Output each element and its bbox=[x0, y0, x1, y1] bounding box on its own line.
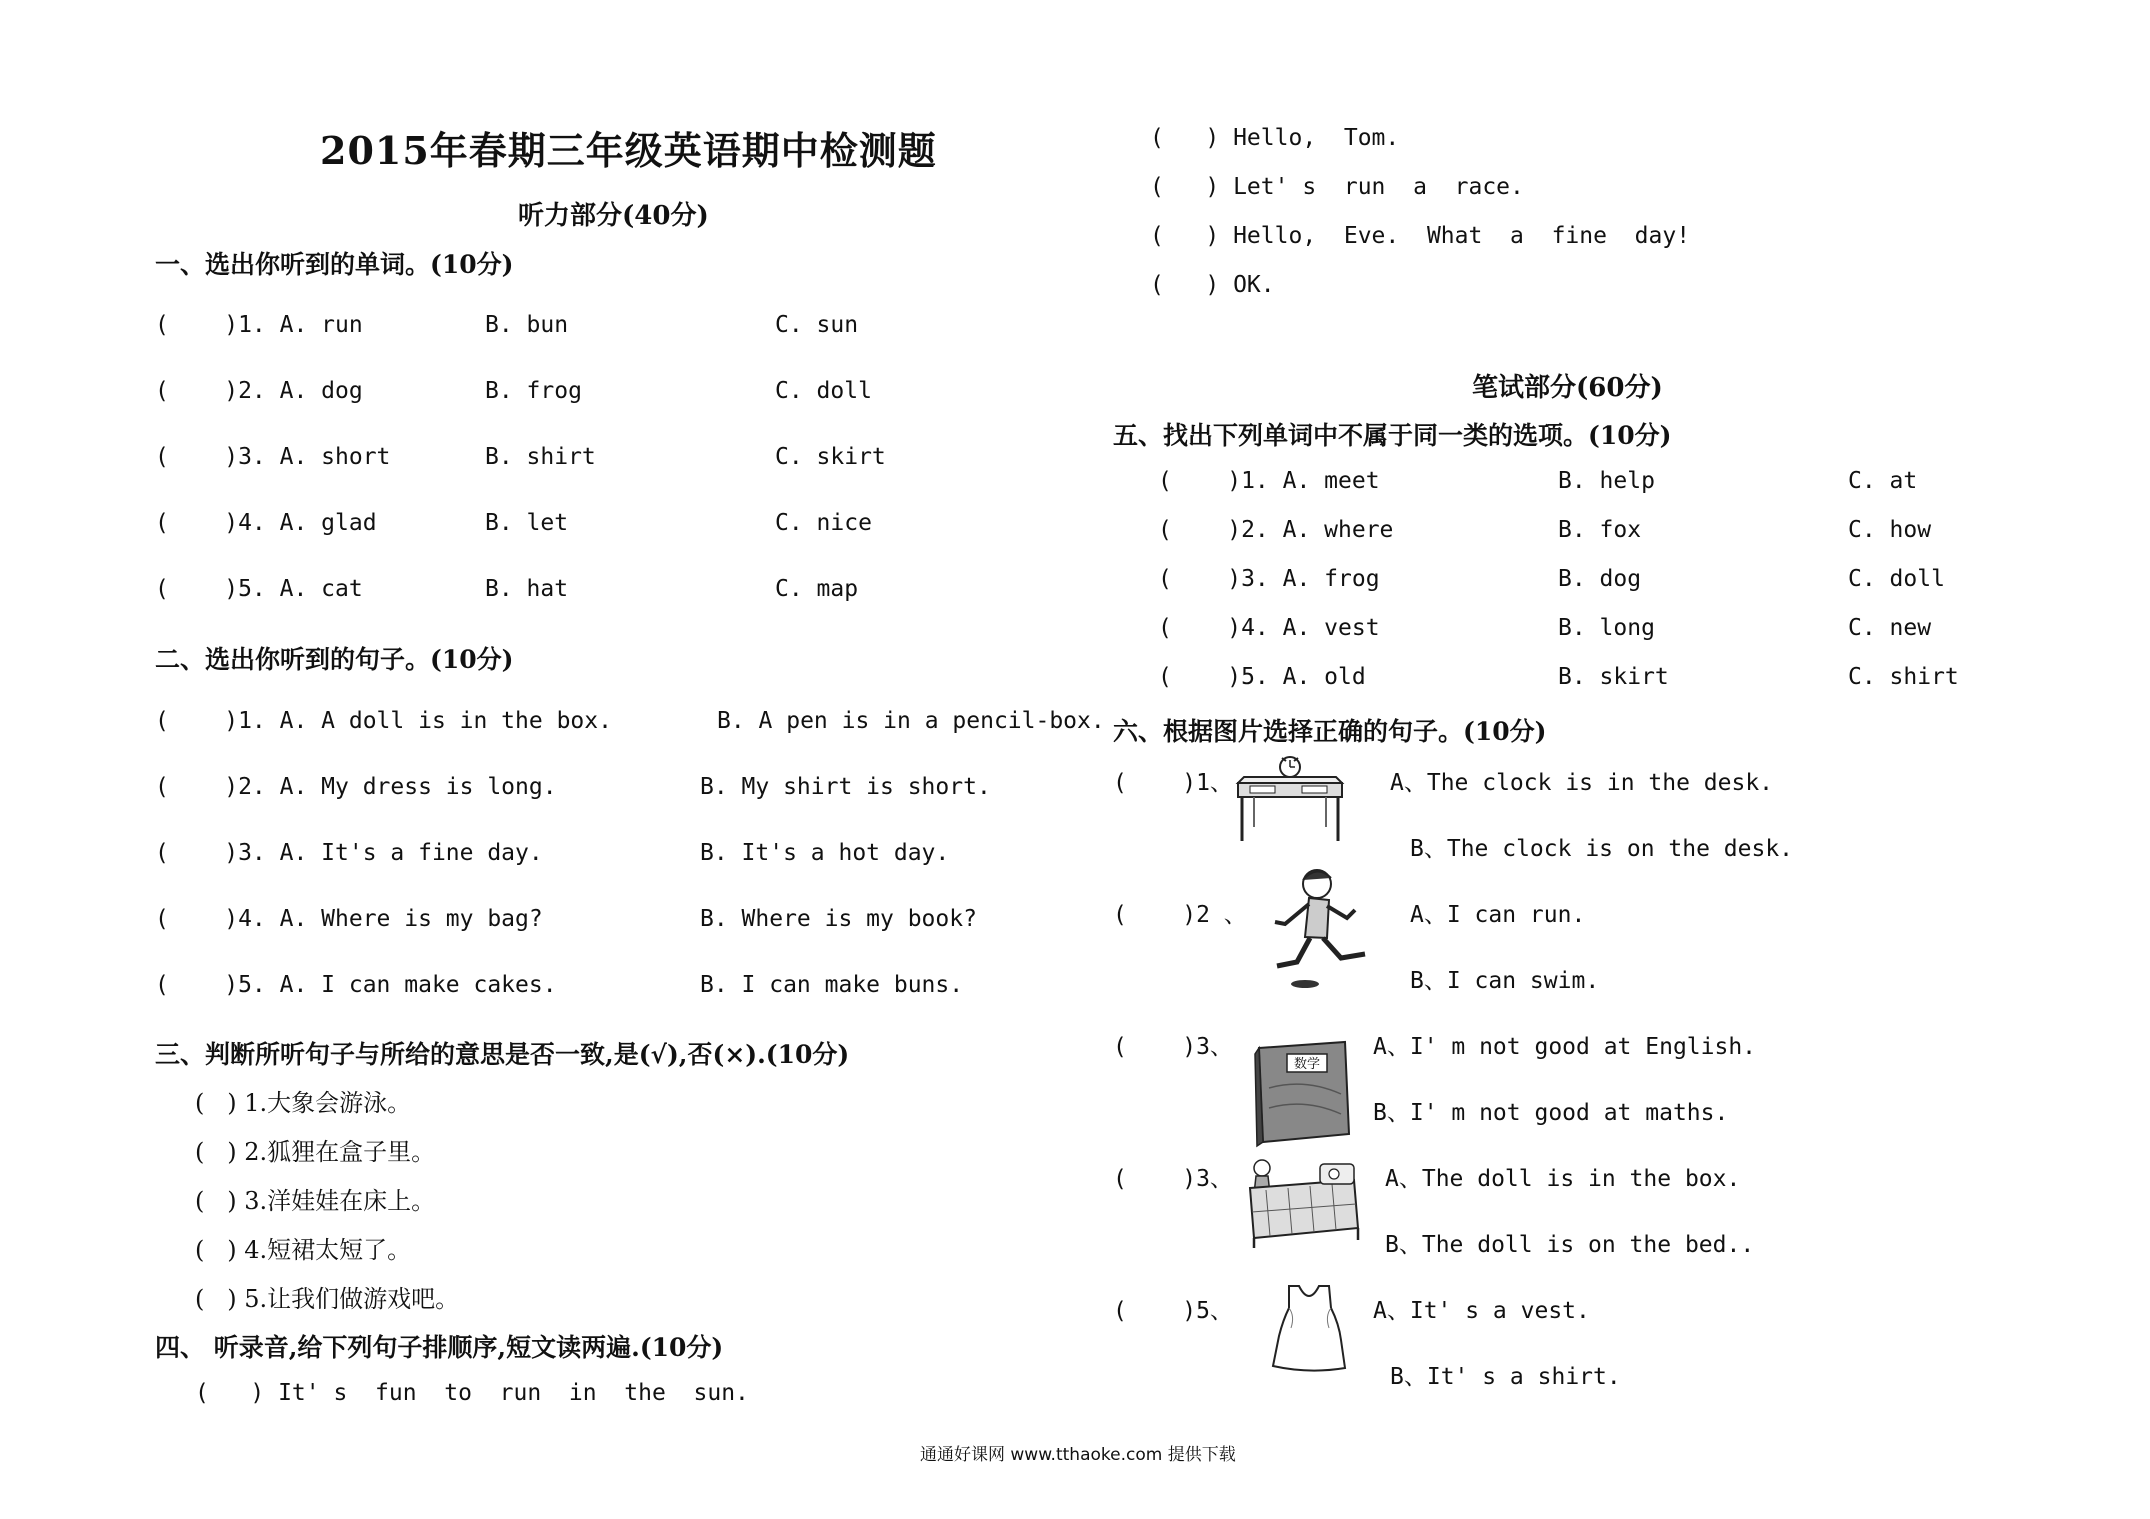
s1-item-1-b: B. bun bbox=[485, 312, 569, 338]
s5-item-3-b: B. dog bbox=[1558, 566, 1642, 592]
s1-item-5-c: C. map bbox=[775, 576, 859, 602]
page-title: 2015年春期三年级英语期中检测题 bbox=[320, 128, 937, 173]
maths-book-picture bbox=[1245, 1038, 1355, 1148]
s5-item-1-c: C. at bbox=[1848, 468, 1918, 494]
s6-item-2-a: A、I can run. bbox=[1410, 902, 1586, 928]
s1-item-3-a: ( )3. A. short bbox=[155, 444, 391, 470]
s2-item-2-b: B. My shirt is short. bbox=[700, 774, 991, 800]
s4-right-item-1: ( ) Hello, Tom. bbox=[1150, 125, 1400, 151]
s5-item-2-b: B. fox bbox=[1558, 517, 1642, 543]
listening-header: 听力部分(40分) bbox=[518, 201, 709, 231]
s1-item-2-b: B. frog bbox=[485, 378, 582, 404]
s1-item-1-a: ( )1. A. run bbox=[155, 312, 363, 338]
s4-right-item-2: ( ) Let' s run a race. bbox=[1150, 174, 1524, 200]
s2-item-3-a: ( )3. A. It's a fine day. bbox=[155, 840, 543, 866]
section1-heading: 一、选出你听到的单词。(10分) bbox=[155, 250, 514, 279]
s5-item-4-b: B. long bbox=[1558, 615, 1655, 641]
s6-item-5-num: ( )5、 bbox=[1113, 1298, 1233, 1324]
section3-heading: 三、判断所听句子与所给的意思是否一致,是(√),否(×).(10分) bbox=[155, 1040, 850, 1069]
s2-item-1-b: B. A pen is in a pencil-box. bbox=[717, 708, 1105, 734]
footer-credit: 通通好课网 www.tthaoke.com 提供下载 bbox=[920, 1445, 1236, 1465]
desk-clock-picture bbox=[1230, 755, 1350, 845]
s6-item-5-a: A、It' s a vest. bbox=[1373, 1298, 1590, 1324]
s5-item-1-a: ( )1. A. meet bbox=[1158, 468, 1380, 494]
s6-item-4-num: ( )3、 bbox=[1113, 1166, 1233, 1192]
s1-item-2-c: C. doll bbox=[775, 378, 872, 404]
s6-item-3-b: B、I' m not good at maths. bbox=[1373, 1100, 1729, 1126]
s6-item-1-num: ( )1、 bbox=[1113, 770, 1233, 796]
s5-item-5-b: B. skirt bbox=[1558, 664, 1669, 690]
s3-item-2: ( ) 2.狐狸在盒子里。 bbox=[195, 1138, 436, 1166]
doll-on-bed-picture bbox=[1242, 1150, 1362, 1250]
s6-item-2-num: ( )2 、 bbox=[1113, 902, 1247, 928]
s2-item-2-a: ( )2. A. My dress is long. bbox=[155, 774, 557, 800]
s6-item-4-b: B、The doll is on the bed.. bbox=[1385, 1232, 1755, 1258]
s3-item-1: ( ) 1.大象会游泳。 bbox=[195, 1089, 412, 1117]
s6-item-3-a: A、I' m not good at English. bbox=[1373, 1034, 1757, 1060]
s3-item-4: ( ) 4.短裙太短了。 bbox=[195, 1236, 412, 1264]
s3-item-5: ( ) 5.让我们做游戏吧。 bbox=[195, 1285, 460, 1313]
s1-item-5-b: B. hat bbox=[485, 576, 569, 602]
s4-right-item-4: ( ) OK. bbox=[1150, 272, 1275, 298]
s3-item-3: ( ) 3.洋娃娃在床上。 bbox=[195, 1187, 436, 1215]
s6-item-1-b: B、The clock is on the desk. bbox=[1410, 836, 1794, 862]
s6-item-5-b: B、It' s a shirt. bbox=[1390, 1364, 1621, 1390]
s1-item-2-a: ( )2. A. dog bbox=[155, 378, 363, 404]
s5-item-3-c: C. doll bbox=[1848, 566, 1945, 592]
s1-item-4-a: ( )4. A. glad bbox=[155, 510, 377, 536]
writing-header: 笔试部分(60分) bbox=[1472, 373, 1663, 403]
s5-item-2-a: ( )2. A. where bbox=[1158, 517, 1394, 543]
s2-item-1-a: ( )1. A. A doll is in the box. bbox=[155, 708, 612, 734]
s5-item-2-c: C. how bbox=[1848, 517, 1932, 543]
s6-item-4-a: A、The doll is in the box. bbox=[1385, 1166, 1741, 1192]
s6-item-1-a: A、The clock is in the desk. bbox=[1390, 770, 1774, 796]
s5-item-4-c: C. new bbox=[1848, 615, 1932, 641]
s1-item-4-c: C. nice bbox=[775, 510, 872, 536]
running-boy-picture bbox=[1265, 862, 1375, 992]
s5-item-5-a: ( )5. A. old bbox=[1158, 664, 1366, 690]
s1-item-5-a: ( )5. A. cat bbox=[155, 576, 363, 602]
s2-item-4-a: ( )4. A. Where is my bag? bbox=[155, 906, 543, 932]
s6-item-3-num: ( )3、 bbox=[1113, 1034, 1233, 1060]
s5-item-4-a: ( )4. A. vest bbox=[1158, 615, 1380, 641]
s5-item-5-c: C. shirt bbox=[1848, 664, 1959, 690]
s6-item-2-b: B、I can swim. bbox=[1410, 968, 1600, 994]
vest-picture bbox=[1265, 1280, 1355, 1375]
s2-item-5-b: B. I can make buns. bbox=[700, 972, 964, 998]
s1-item-3-c: C. skirt bbox=[775, 444, 886, 470]
s1-item-3-b: B. shirt bbox=[485, 444, 596, 470]
s2-item-5-a: ( )5. A. I can make cakes. bbox=[155, 972, 557, 998]
s2-item-4-b: B. Where is my book? bbox=[700, 906, 977, 932]
section5-heading: 五、找出下列单词中不属于同一类的选项。(10分) bbox=[1113, 421, 1672, 450]
book-label: 数学 bbox=[1293, 1057, 1321, 1072]
section6-heading: 六、根据图片选择正确的句子。(10分) bbox=[1113, 717, 1547, 746]
s1-item-4-b: B. let bbox=[485, 510, 569, 536]
section2-heading: 二、选出你听到的句子。(10分) bbox=[155, 645, 514, 674]
s1-item-1-c: C. sun bbox=[775, 312, 859, 338]
s4-right-item-3: ( ) Hello, Eve. What a fine day! bbox=[1150, 223, 1691, 249]
s2-item-3-b: B. It's a hot day. bbox=[700, 840, 950, 866]
s4-left-item-1: ( ) It' s fun to run in the sun. bbox=[195, 1380, 749, 1406]
s5-item-3-a: ( )3. A. frog bbox=[1158, 566, 1380, 592]
section4-heading: 四、 听录音,给下列句子排顺序,短文读两遍.(10分) bbox=[155, 1333, 724, 1362]
right-column bbox=[1080, 0, 2150, 1519]
s5-item-1-b: B. help bbox=[1558, 468, 1655, 494]
